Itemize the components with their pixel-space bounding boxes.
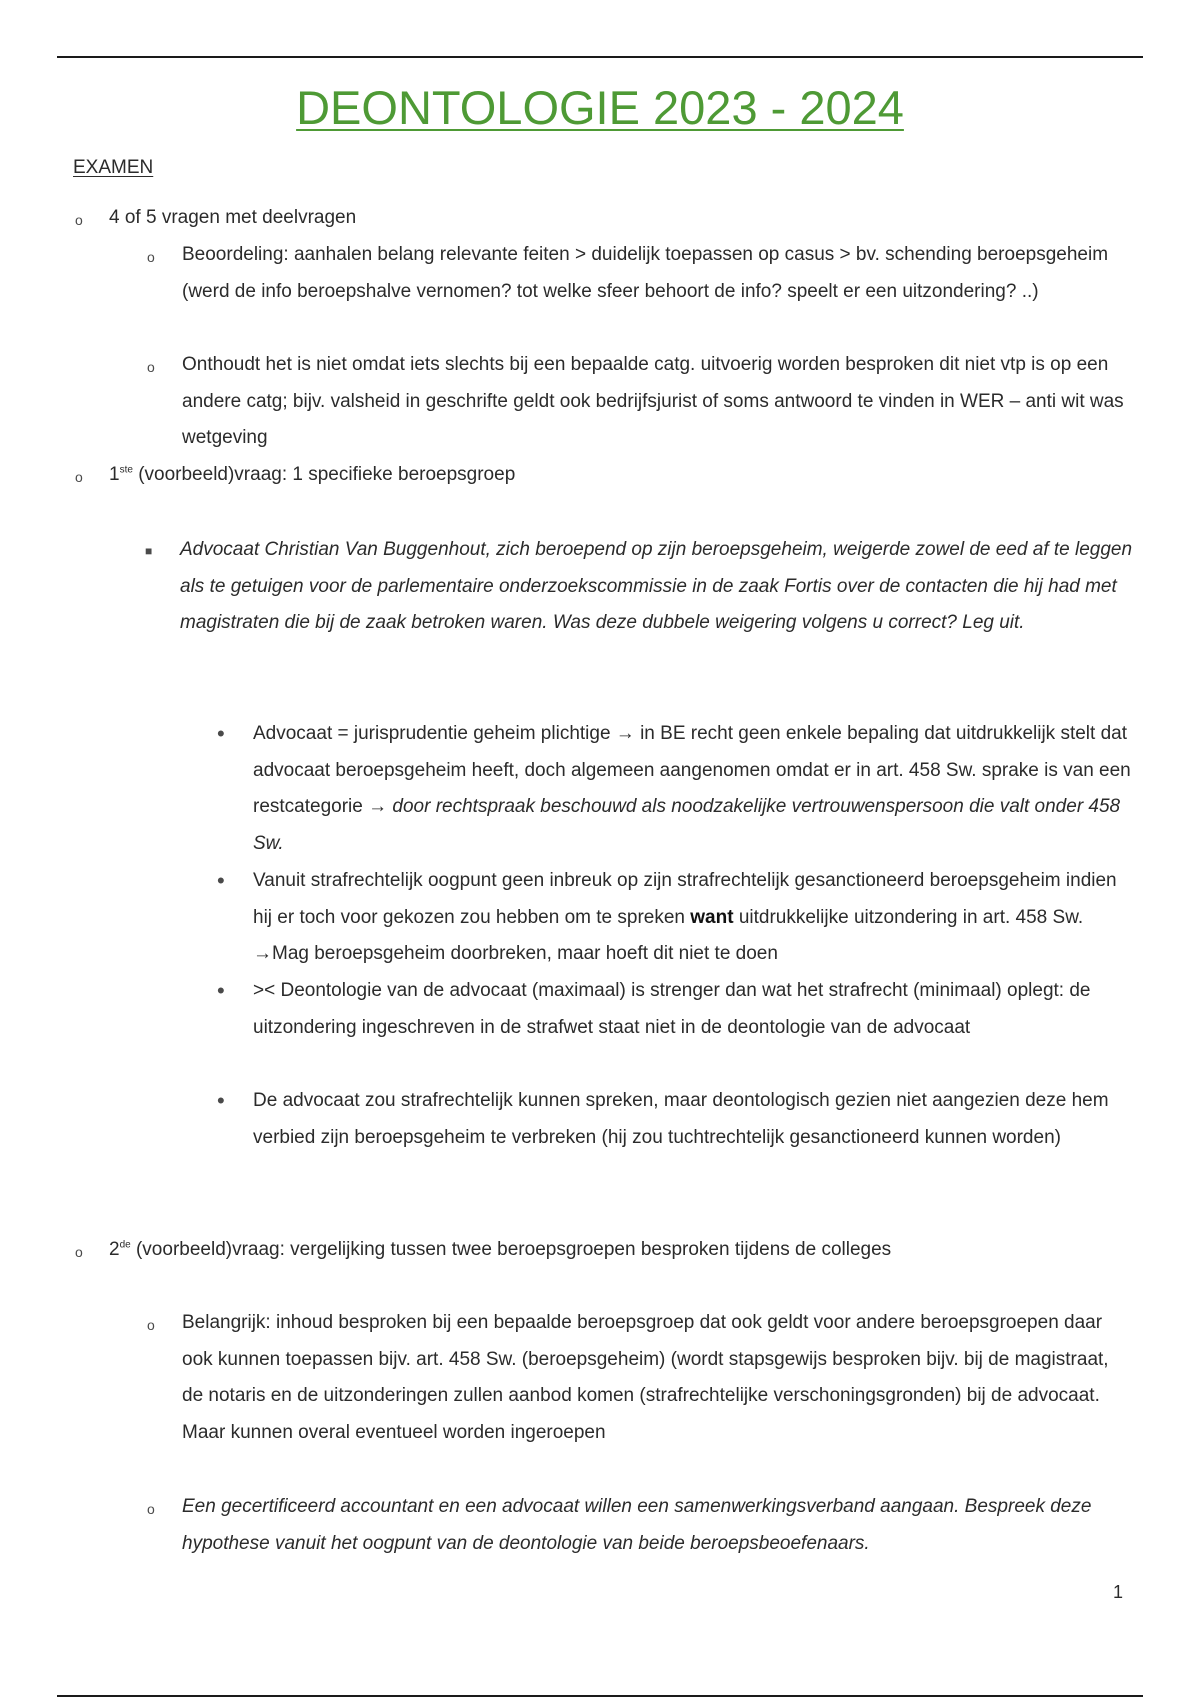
dot-bullet-icon: •	[217, 721, 225, 746]
list-item-text: >< Deontologie van de advocaat (maximaal) is strenger dan wat het strafrecht (minimaal) oplegt: de uitzondering ingeschreven in de strafwet staat niet in de deontologie van de advocaat	[253, 980, 1091, 1038]
list-item-text: Advocaat = jurisprudentie geheim plichtige → in BE recht geen enkele bepaling dat uitdrukkelijk stelt dat advocaat beroepsgeheim heeft, doch algemeen aangenomen omdat er in art. 458 Sw. sprake is van een restcategorie → door rechtspraak beschouwd als noodzakelijke vertrouwenspersoon die valt onder 458 Sw.	[253, 723, 1131, 854]
list-item	[217, 716, 1135, 862]
circle-bullet-icon: o	[147, 359, 155, 375]
section-label: EXAMEN	[73, 157, 154, 178]
page-title: DEONTOLOGIE 2023 - 2024	[296, 81, 904, 134]
list-item-text: Beoordeling: aanhalen belang relevante feiten > duidelijk toepassen op casus > bv. schending beroepsgeheim (werd de info beroepshalve vernomen? tot welke sfeer behoort de info? speelt er een uitzondering? ..)	[182, 244, 1109, 302]
square-bullet-icon: ■	[145, 544, 153, 558]
bottom-rule	[57, 1695, 1143, 1697]
circle-bullet-icon: o	[147, 249, 155, 265]
list-item	[147, 1305, 1130, 1451]
list-item-text: Onthoudt het is niet omdat iets slechts bij een bepaalde catg. uitvoerig worden besproken dit niet vtp is op een andere catg; bijv. valsheid in geschrifte geldt ook bedrijfsjurist of soms antwoord te vinden in WER – anti wit was wetgeving	[182, 354, 1124, 448]
dot-bullet-icon: •	[217, 978, 225, 1003]
list-item-text: Vanuit strafrechtelijk oogpunt geen inbreuk op zijn strafrechtelijk gesanctioneerd beroepsgeheim indien hij er toch voor gekozen zou hebben om te spreken want uitdrukkelijke uitzondering in art. 458 Sw. →Mag beroepsgeheim doorbreken, maar hoeft dit niet te doen	[253, 870, 1117, 964]
circle-bullet-icon: o	[75, 212, 83, 228]
list-item	[147, 237, 1130, 310]
circle-bullet-icon: o	[147, 1317, 155, 1333]
page-number: 1	[1113, 1582, 1124, 1602]
list-item	[75, 1232, 1135, 1269]
list-item	[75, 200, 1135, 237]
case-question-text: Een gecertificeerd accountant en een advocaat willen een samenwerkingsverband aangaan. Bespreek deze hypothese vanuit het oogpunt van de deontologie van beide beroepsbeoefenaars.	[182, 1496, 1092, 1554]
list-item-text: 2de (voorbeeld)vraag: vergelijking tussen twee beroepsgroepen besproken tijdens de colleges	[109, 1239, 892, 1260]
list-item	[217, 1083, 1135, 1156]
list-item-text: 4 of 5 vragen met deelvragen	[109, 207, 357, 228]
list-item	[147, 347, 1130, 457]
case-question	[147, 1489, 1130, 1562]
circle-bullet-icon: o	[147, 1501, 155, 1517]
dot-bullet-icon: •	[217, 1088, 225, 1113]
circle-bullet-icon: o	[75, 1244, 83, 1260]
case-question	[145, 532, 1135, 642]
circle-bullet-icon: o	[75, 469, 83, 485]
list-item-text: 1ste (voorbeeld)vraag: 1 specifieke beroepsgroep	[109, 464, 516, 485]
top-rule	[57, 56, 1143, 58]
case-question-text: Advocaat Christian Van Buggenhout, zich beroepend op zijn beroepsgeheim, weigerde zowel de eed af te leggen als te getuigen voor de parlementaire onderzoekscommissie in de zaak Fortis over de contacten die hij had met magistraten die bij de zaak betroken waren. Was deze dubbele weigering volgens u correct? Leg uit.	[180, 539, 1133, 633]
list-item	[217, 973, 1135, 1046]
list-item	[75, 457, 1135, 494]
dot-bullet-icon: •	[217, 868, 225, 893]
list-item-text: Belangrijk: inhoud besproken bij een bepaalde beroepsgroep dat ook geldt voor andere beroepsgroepen daar ook kunnen toepassen bijv. art. 458 Sw. (beroepsgeheim) (wordt stapsgewijs besproken bijv. bij de magistraat, de notaris en de uitzonderingen zullen aanbod komen (strafrechtelijke verschoningsgronden) bij de advocaat. Maar kunnen overal eventueel worden ingeroepen	[182, 1312, 1109, 1443]
list-item	[217, 863, 1135, 973]
list-item-text: De advocaat zou strafrechtelijk kunnen spreken, maar deontologisch gezien niet aangezien deze hem verbied zijn beroepsgeheim te verbreken (hij zou tuchtrechtelijk gesanctioneerd kunnen worden)	[253, 1090, 1109, 1148]
